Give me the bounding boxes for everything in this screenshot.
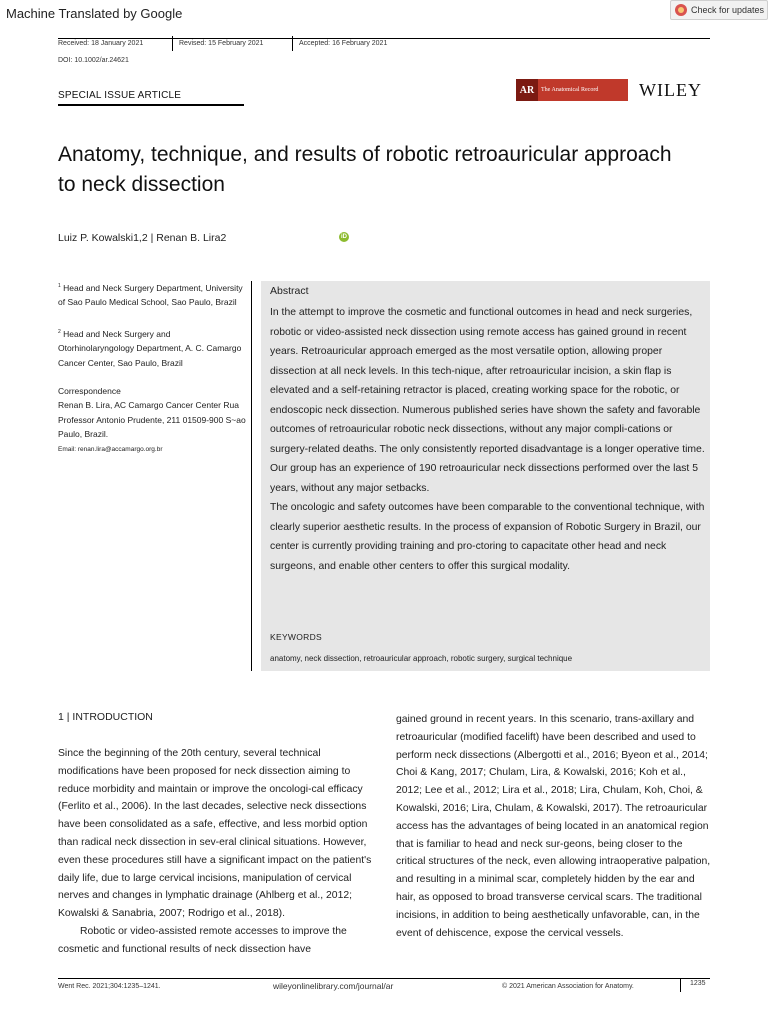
body-paragraph: Since the beginning of the 20th century, several technical modifications have been proposed for neck dissection aiming to reduce morbidity and maintain or improve the oncologi-cal efficacy (Ferlito et al., 2006). In the last decades, selective neck dissections have been consolidated as a safe, effective, and less morbid option than radical neck dissection in sev-eral clinical situations. However, even these procedures still have a significant impact on the patient's daily life, due to large cervical incisions, manipulation of cervical nerves and changes in lymphatic drainage (Ahlberg et al., 2012; Kowalski & Sanabria, 2007; Rodrigo et al., 2018). bbox=[58, 748, 372, 920]
abstract-paragraph: In the attempt to improve the cosmetic and functional outcomes in head and neck surgeries, robotic or video-assisted neck dissection using remote access has gained ground in recent years. Retroauricular approach emerged as the most versatile option, allowing proper dissection at all neck levels. In this tech-nique, after retroauricular incision, a skin flap is elevated and a self-retaining retractor is placed, creating working space for the robotic, or endoscopic neck dissection. Numerous published series have shown the safety and favorable outcomes of retroauricular robotic neck dissections, without any major compli-cations or surgery-related deaths. The only consistently reported disadvantage is a longer operative time. Our group has an experience of 190 retroauricular neck dissections performed over the last 5 years, without any major setbacks. bbox=[270, 307, 705, 494]
footer-citation: Went Rec. 2021;304:1235–1241. bbox=[58, 983, 161, 990]
affiliation-2 bbox=[58, 325, 248, 370]
correspondence-label: Correspondence bbox=[58, 386, 121, 396]
footer-separator bbox=[680, 978, 681, 992]
affiliation-2-text: Head and Neck Surgery and Otorhinolaryngology Department, A. C. Camargo Cancer Center, Sao Paulo, Brazil bbox=[58, 328, 242, 368]
section-heading: 1 | INTRODUCTION bbox=[58, 711, 153, 723]
body-column-right bbox=[396, 711, 714, 942]
journal-logo-letters: AR bbox=[516, 79, 538, 101]
article-title: Anatomy, technique, and results of robotic retroauricular approach to neck dissection bbox=[58, 143, 672, 196]
correspondence-email[interactable]: Email: renan.lira@accamargo.org.br bbox=[58, 446, 163, 453]
abstract-heading: Abstract bbox=[270, 285, 309, 297]
article-type: SPECIAL ISSUE ARTICLE bbox=[58, 90, 182, 101]
revised-date: Revised: 15 February 2021 bbox=[179, 40, 264, 47]
affiliation-1 bbox=[58, 279, 248, 310]
check-for-updates-button[interactable] bbox=[670, 0, 768, 20]
publisher-logo: WILEY bbox=[639, 80, 702, 100]
body-paragraph: Robotic or video-assisted remote accesses to improve the cosmetic and functional results of neck dissection have bbox=[58, 925, 347, 955]
abstract-body bbox=[270, 303, 706, 576]
body-paragraph: gained ground in recent years. In this scenario, trans-axillary and retroauricular (modified facelift) have been described and used to perform neck dissections (Albergotti et al., 2016; Byeon et al., 2014; Choi & Kang, 2017; Chulam, Lira, & Kowalski, 2016; Koh et al., 2012; Lee et al., 2012; Lira et al., 2018; Lira, Chulam, Koh, Choi, & Kowalski, 2016; Lira, Chulam, & Kowalski, 2017). The retroauricular access has the advantages of being located in an anatomical region that is familiar to head and neck sur-geons, being closer to the critical structures of the neck, even allowing intraoperative palpation, and resulting in a minimal scar, completely hidden by the ear and hair, as opposed to broad transverse cervical scars. The traditional incisions, in addition to being aesthetically unfavorable, can, in the event of dehiscence, expose the cervical vessels. bbox=[396, 714, 711, 939]
body-column-left bbox=[58, 745, 376, 959]
journal-logo-name: The Anatomical Record bbox=[541, 86, 599, 93]
keywords-heading: KEYWORDS bbox=[270, 632, 322, 642]
footer-rule bbox=[58, 978, 710, 979]
received-date: Received: 18 January 2021 bbox=[58, 40, 144, 47]
footer-copyright: © 2021 American Association for Anatomy. bbox=[502, 983, 634, 990]
abstract-paragraph: The oncologic and safety outcomes have been comparable to the conventional technique, with clearly superior aesthetic results. In the process of expansion of Robotic Surgery in Brazil, our center is currently providing training and pro-ctoring to capacitate other head and neck surgeons, and enable other centers to offer this surgical modality. bbox=[270, 502, 705, 572]
column-divider bbox=[251, 281, 252, 671]
article-type-rule bbox=[58, 104, 244, 106]
check-updates-icon bbox=[675, 4, 687, 16]
affiliation-1-number: 1 bbox=[58, 283, 61, 289]
affiliation-2-number: 2 bbox=[58, 329, 61, 335]
correspondence-address: Renan B. Lira, AC Camargo Cancer Center Rua Professor Antonio Prudente, 211 01509-900 S~ao Paulo, Brazil. bbox=[58, 400, 246, 439]
page-number: 1235 bbox=[690, 980, 706, 987]
accepted-date: Accepted: 16 February 2021 bbox=[299, 40, 388, 47]
author-list[interactable]: Luiz P. Kowalski1,2 | Renan B. Lira2 bbox=[58, 232, 227, 244]
affiliation-1-text: Head and Neck Surgery Department, University of Sao Paulo Medical School, Sao Paulo, Brazil bbox=[58, 282, 243, 308]
date-separator bbox=[292, 36, 293, 51]
machine-translated-banner: Machine Translated by Google bbox=[6, 6, 183, 21]
check-updates-label: Check for updates bbox=[691, 5, 765, 15]
journal-logo bbox=[516, 79, 628, 101]
keywords-list: anatomy, neck dissection, retroauricular approach, robotic surgery, surgical technique bbox=[270, 654, 573, 663]
orcid-icon[interactable]: iD bbox=[341, 234, 347, 240]
date-separator bbox=[172, 36, 173, 51]
doi: DOI: 10.1002/ar.24621 bbox=[58, 57, 129, 64]
footer-url[interactable]: wileyonlinelibrary.com/journal/ar bbox=[273, 981, 394, 991]
header-rule bbox=[58, 38, 710, 39]
